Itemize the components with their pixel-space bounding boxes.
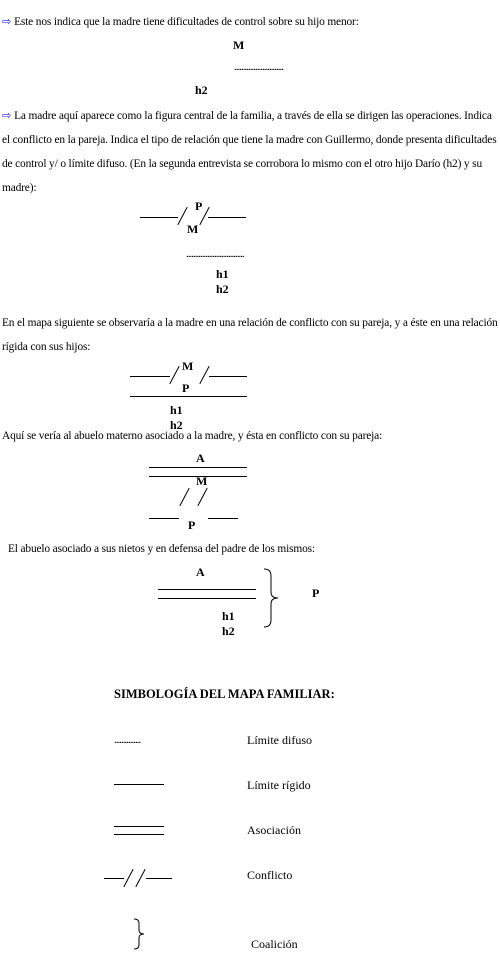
conflict-slash — [197, 488, 207, 506]
map-label-p: P — [195, 199, 203, 213]
map-label-a: A — [196, 565, 205, 579]
legend-label-rigid: Límite rígido — [247, 778, 311, 792]
arrow-icon: ⇨ — [2, 109, 12, 122]
legend-symbol-double-top — [114, 826, 164, 827]
coalition-brace-icon — [262, 568, 280, 628]
legend-conflict-slash — [135, 869, 145, 887]
rigid-boundary — [130, 396, 247, 397]
diffuse-boundary: ................................. — [186, 248, 244, 260]
legend-label-association: Asociación — [247, 823, 301, 837]
map-label-children: h1 h2 — [216, 267, 229, 296]
legend-symbol-conflict-left — [104, 878, 124, 879]
paragraph-grandfather-grandchildren: El abuelo asociado a sus nietos y en defensa del padre de los mismos: — [8, 543, 315, 555]
map-label-p: P — [182, 381, 190, 395]
map-label-a: A — [196, 451, 205, 465]
paragraph-next-map: En el mapa siguiente se observaría a la madre en una relación de conflicto con su pareja, y a éste en una relación rígida con sus hijos: — [2, 317, 498, 353]
paragraph-grandfather-mother: Aquí se vería al abuelo materno asociado a la madre, y ésta en conflicto con su pareja: — [2, 430, 383, 442]
legend-title: SIMBOLOGÍA DEL MAPA FAMILIAR: — [114, 687, 335, 701]
map-label-m: M — [182, 359, 194, 373]
map-label-m: M — [187, 222, 199, 236]
legend-conflict-slash — [123, 869, 133, 887]
conflict-slash — [179, 488, 189, 506]
map-label-h2: h2 — [195, 83, 208, 97]
association-line-top — [149, 467, 247, 468]
arrow-icon: ⇨ — [2, 15, 12, 28]
map-label-children: h1 h2 — [170, 403, 183, 432]
map-label-p: P — [188, 518, 196, 532]
legend-symbol-solid — [114, 784, 164, 785]
association-line-bottom — [158, 598, 256, 599]
conflict-slash — [199, 366, 209, 384]
map-label-m: M — [233, 38, 245, 52]
legend-label-conflict: Conflicto — [247, 868, 293, 882]
diffuse-boundary: ............................ — [234, 61, 283, 73]
legend-label-coalition: Coalición — [251, 937, 298, 951]
conflict-slash — [169, 366, 179, 384]
map-label-children: h1 h2 — [222, 609, 235, 638]
association-line-top — [158, 589, 256, 590]
line-left — [130, 376, 170, 377]
line-right — [208, 518, 238, 519]
legend-brace-icon — [132, 918, 146, 950]
legend-label-diffuse: Límite difuso — [247, 733, 312, 747]
paragraph-mother-central: ⇨ La madre aquí aparece como la figura central de la familia, a través de ella se dirigen las operaciones. Indica el conflicto en la pareja. Indica el tipo de relación que tiene la madre con Guillermo, donde presenta dificultades de control y/ o límite difuso. (En la segunda entrevista se corrobora lo mismo con el otro hijo Darío (h2) y su madre): — [2, 109, 497, 194]
map-label-m: M — [196, 474, 208, 488]
legend-symbol-double-bottom — [114, 834, 164, 835]
paragraph-mother-control: ⇨ Este nos indica que la madre tiene dificultades de control sobre su hijo menor: — [2, 15, 359, 28]
line-right — [208, 217, 246, 218]
map-label-p: P — [312, 586, 320, 600]
line-left — [149, 518, 179, 519]
legend-symbol-conflict-right — [146, 878, 172, 879]
line-left — [140, 217, 178, 218]
legend-symbol-dotted: ............... — [114, 734, 141, 746]
line-right — [209, 376, 247, 377]
